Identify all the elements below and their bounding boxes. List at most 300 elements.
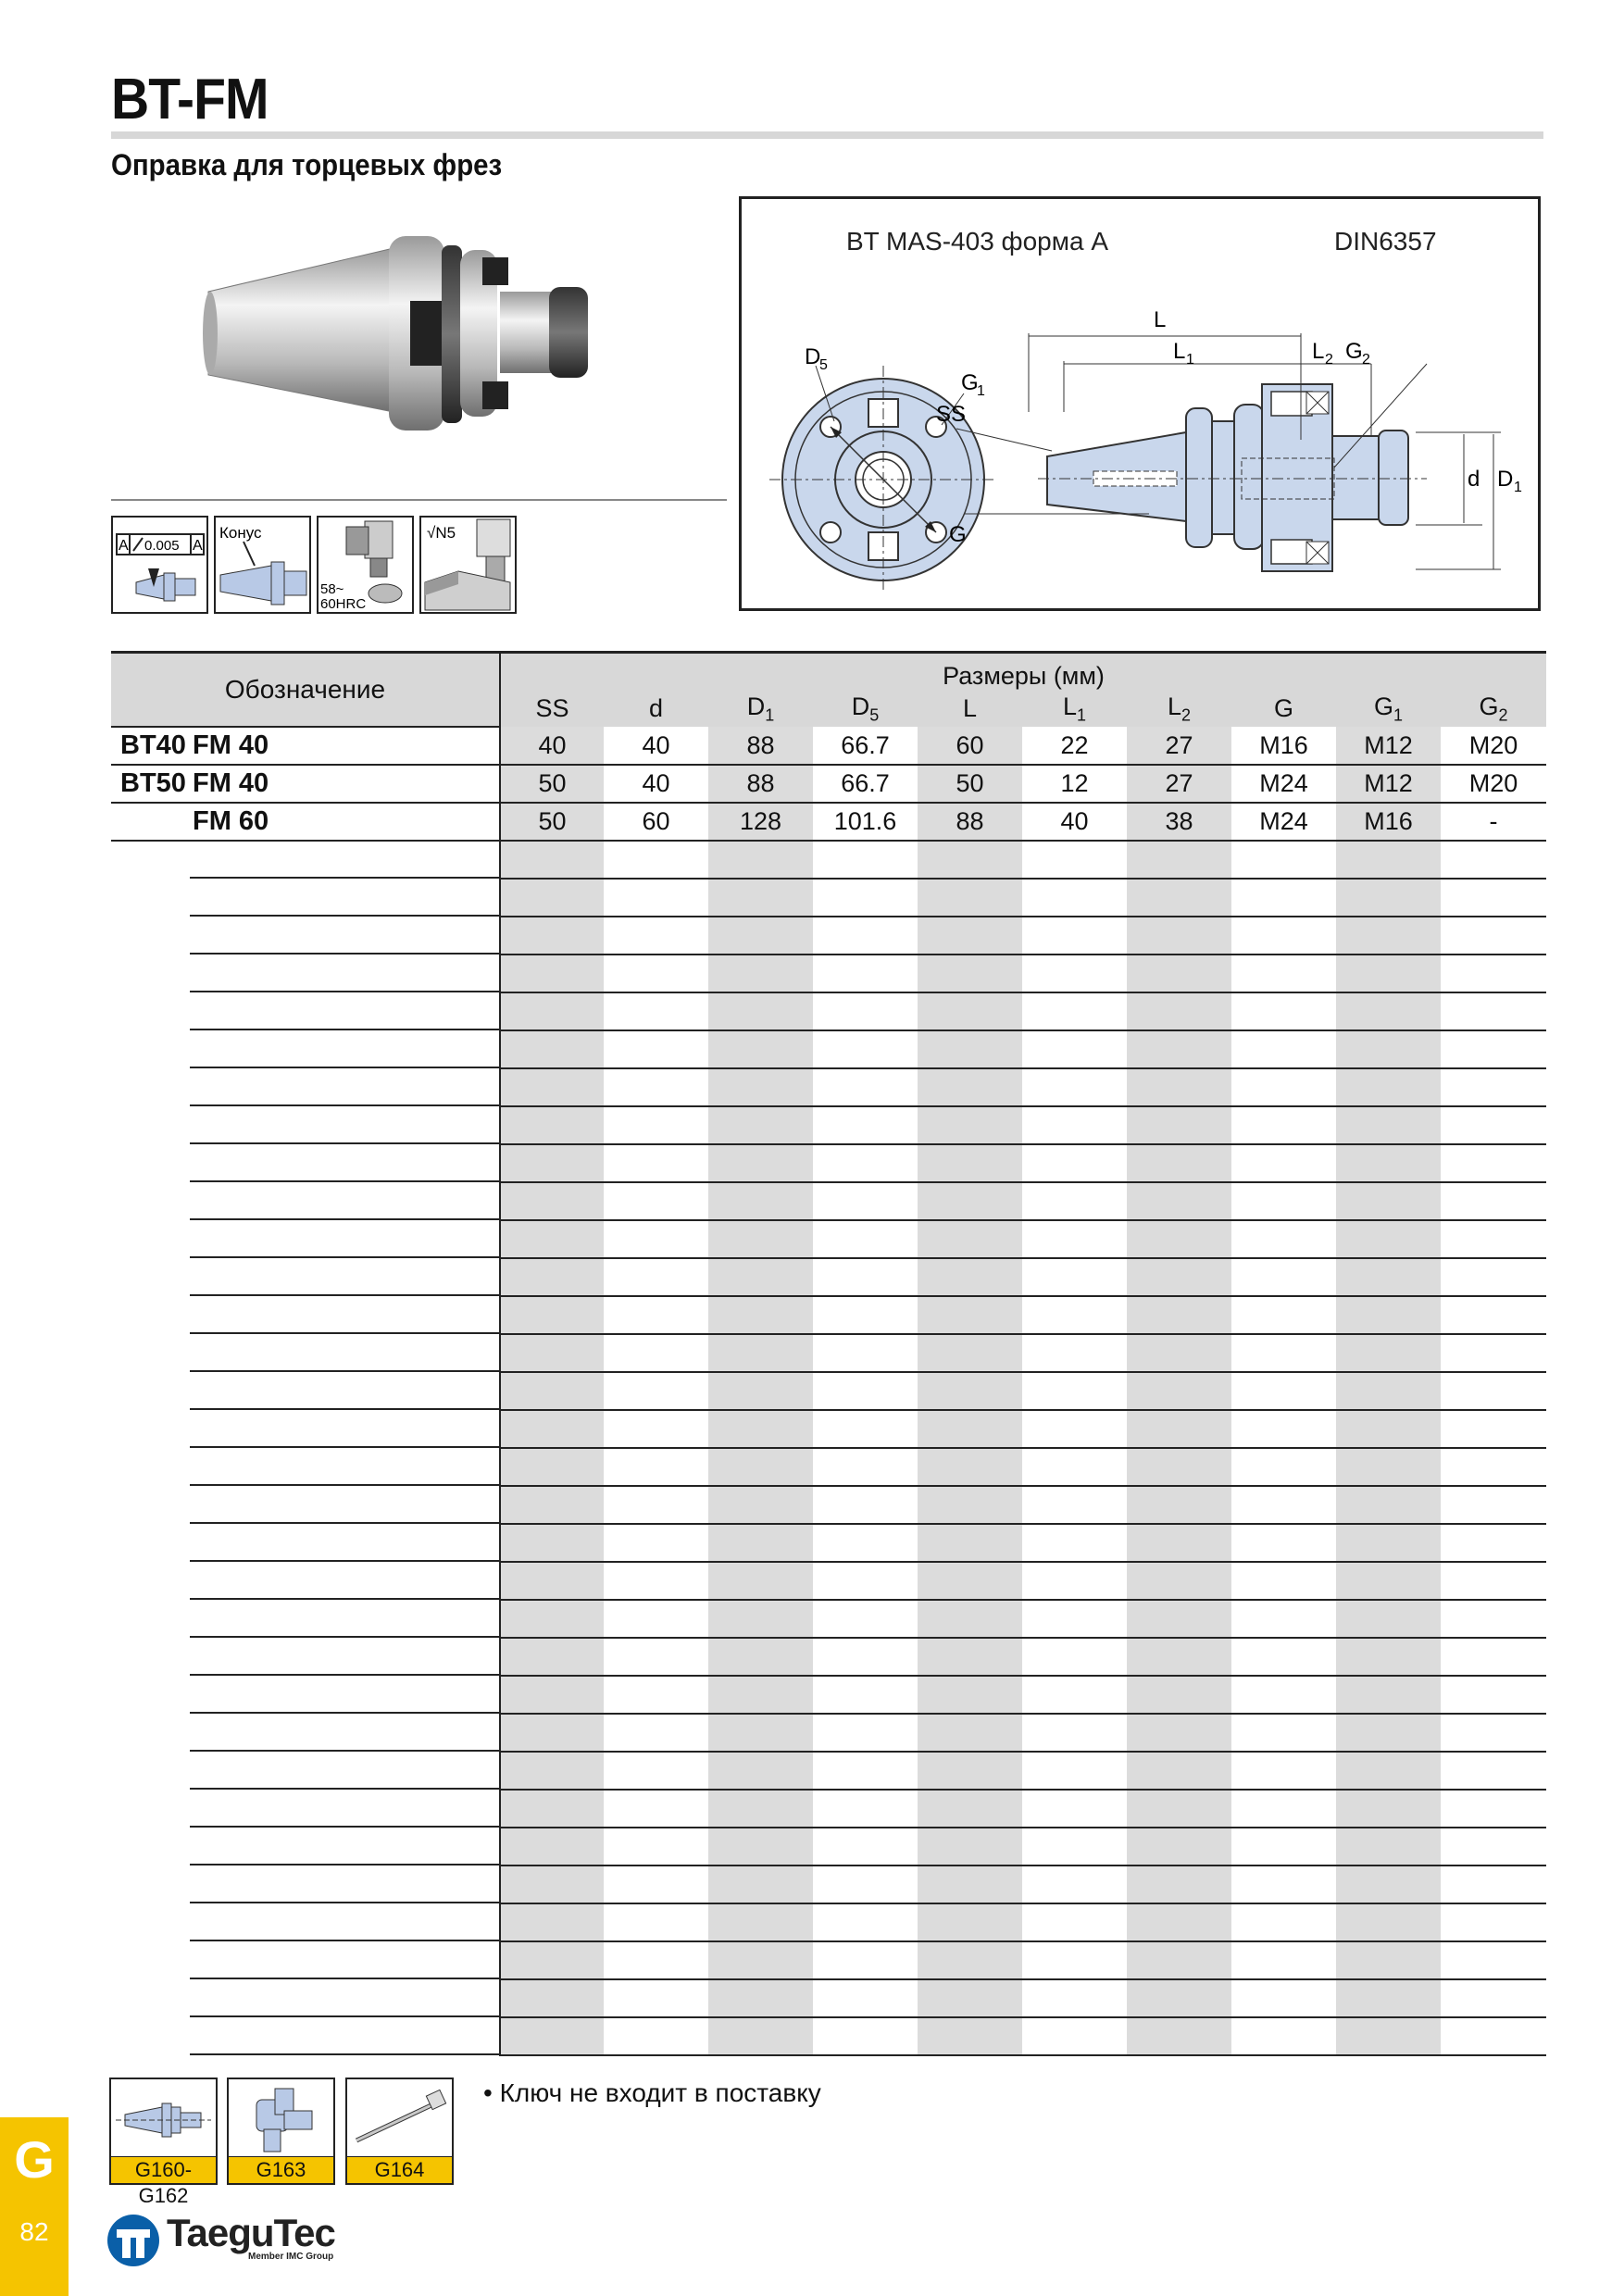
- surface-finish-icon: [419, 516, 517, 614]
- value-cell: [500, 841, 604, 879]
- value-cell: [708, 955, 813, 992]
- value-cell: [1441, 1220, 1546, 1258]
- value-cell: [1231, 1106, 1336, 1144]
- value-cell: [1441, 1372, 1546, 1410]
- value-cell: [1022, 1562, 1127, 1600]
- value-cell: [918, 1638, 1022, 1676]
- column-header-main: G: [1479, 692, 1499, 720]
- value-cell: [1231, 1220, 1336, 1258]
- label-l: L: [1154, 307, 1167, 332]
- value-cell: [1441, 2017, 1546, 2055]
- value-cell: [1336, 1106, 1441, 1144]
- value-cell: [1441, 841, 1546, 879]
- value-cell: [918, 1258, 1022, 1296]
- taper-label: Конус: [219, 524, 262, 542]
- brand-name: TaeguTec: [167, 2211, 335, 2254]
- value-cell: 66.7: [813, 765, 918, 803]
- value-cell: [1231, 1828, 1336, 1866]
- value-cell: [1127, 1866, 1231, 1903]
- value-cell: [500, 1941, 604, 1979]
- value-cell: [604, 1334, 708, 1372]
- value-cell: [708, 1600, 813, 1638]
- value-cell: [1022, 1410, 1127, 1448]
- value-cell: [1231, 2017, 1336, 2055]
- designation-cell: [111, 1752, 500, 1790]
- value-cell: [500, 1182, 604, 1220]
- column-header: [604, 691, 708, 727]
- value-cell: [708, 1638, 813, 1676]
- value-cell: 128: [708, 803, 813, 841]
- value-cell: [1022, 1030, 1127, 1068]
- designation-cell: [111, 1144, 500, 1182]
- designation-cell: [111, 1524, 500, 1562]
- value-cell: [708, 1144, 813, 1182]
- column-header: [500, 691, 604, 727]
- value-cell: [1441, 1182, 1546, 1220]
- runout-datum-a: A: [119, 538, 129, 554]
- clamping-fixture-icon: [229, 2079, 333, 2157]
- value-cell: [500, 1144, 604, 1182]
- value-cell: [813, 1714, 918, 1752]
- value-cell: 88: [708, 727, 813, 765]
- value-cell: [1336, 1068, 1441, 1106]
- value-cell: [604, 1600, 708, 1638]
- model-name: FM 40: [193, 730, 269, 760]
- value-cell: [1231, 1486, 1336, 1524]
- column-header-sub: 1: [1393, 705, 1404, 725]
- value-cell: [604, 1790, 708, 1828]
- column-header-sub: 1: [1077, 705, 1087, 725]
- value-cell: [1231, 1562, 1336, 1600]
- value-cell: 60: [918, 727, 1022, 765]
- value-cell: [813, 1562, 918, 1600]
- value-cell: [708, 1979, 813, 2017]
- value-cell: 50: [918, 765, 1022, 803]
- value-cell: [813, 1903, 918, 1941]
- value-cell: [604, 841, 708, 879]
- din-label: DIN6357: [1334, 227, 1437, 256]
- value-cell: [1336, 1486, 1441, 1524]
- value-cell: [813, 1144, 918, 1182]
- technical-drawing: [739, 196, 1541, 611]
- table-row: [111, 1524, 1546, 1562]
- value-cell: [1127, 1676, 1231, 1714]
- value-cell: [918, 1448, 1022, 1486]
- ref-label-g163: G163: [229, 2156, 333, 2183]
- value-cell: [708, 1903, 813, 1941]
- value-cell: [1441, 1296, 1546, 1334]
- value-cell: [918, 1828, 1022, 1866]
- value-cell: [1127, 1068, 1231, 1106]
- designation-cell: [111, 1410, 500, 1448]
- value-cell: 40: [500, 727, 604, 765]
- value-cell: [1231, 1979, 1336, 2017]
- table-row: [111, 1410, 1546, 1448]
- wrench-icon: [347, 2079, 452, 2157]
- value-cell: [1441, 1790, 1546, 1828]
- value-cell: [813, 992, 918, 1030]
- value-cell: [1336, 841, 1441, 879]
- value-cell: [500, 1410, 604, 1448]
- standard-label: BT MAS-403 форма A: [846, 227, 1109, 256]
- value-cell: [1336, 1600, 1441, 1638]
- value-cell: [708, 992, 813, 1030]
- value-cell: [1231, 1334, 1336, 1372]
- value-cell: [1127, 1296, 1231, 1334]
- value-cell: [708, 1296, 813, 1334]
- value-cell: [1231, 1182, 1336, 1220]
- value-cell: [604, 1296, 708, 1334]
- table-row: [111, 992, 1546, 1030]
- value-cell: [708, 1258, 813, 1296]
- value-cell: [708, 1941, 813, 1979]
- value-cell: 101.6: [813, 803, 918, 841]
- designation-cell: [111, 879, 500, 917]
- value-cell: 50: [500, 803, 604, 841]
- value-cell: 22: [1022, 727, 1127, 765]
- label-d5: D: [805, 344, 821, 369]
- value-cell: 60: [604, 803, 708, 841]
- surface-finish-label: √N5: [427, 524, 456, 542]
- value-cell: [604, 879, 708, 917]
- value-cell: [1127, 992, 1231, 1030]
- page-title: BT-FM: [111, 68, 269, 131]
- value-cell: [813, 917, 918, 955]
- value-cell: [918, 1562, 1022, 1600]
- value-cell: 50: [500, 765, 604, 803]
- value-cell: [1231, 1676, 1336, 1714]
- value-cell: [1231, 1258, 1336, 1296]
- value-cell: -: [1441, 803, 1546, 841]
- value-cell: [918, 841, 1022, 879]
- value-cell: [1127, 1410, 1231, 1448]
- value-cell: [813, 1372, 918, 1410]
- value-cell: [1336, 1638, 1441, 1676]
- column-header-sub: 5: [869, 705, 880, 725]
- value-cell: [708, 1106, 813, 1144]
- value-cell: [918, 1714, 1022, 1752]
- value-cell: [813, 1524, 918, 1562]
- designation-cell: [111, 1828, 500, 1866]
- designation-cell: [111, 1334, 500, 1372]
- value-cell: [500, 955, 604, 992]
- table-row: [111, 879, 1546, 917]
- hardness-label-2: 60HRC: [320, 596, 367, 612]
- table-row: [111, 1752, 1546, 1790]
- value-cell: [1127, 1448, 1231, 1486]
- label-l1-sub: 1: [1186, 352, 1194, 368]
- value-cell: [1336, 1144, 1441, 1182]
- value-cell: [604, 1524, 708, 1562]
- value-cell: [708, 1030, 813, 1068]
- value-cell: [1127, 1144, 1231, 1182]
- value-cell: [1231, 992, 1336, 1030]
- value-cell: [1231, 879, 1336, 917]
- value-cell: [1022, 1790, 1127, 1828]
- designation-cell: [111, 1790, 500, 1828]
- value-cell: [813, 879, 918, 917]
- value-cell: [1336, 1676, 1441, 1714]
- value-cell: [708, 1676, 813, 1714]
- value-cell: [1231, 841, 1336, 879]
- value-cell: [1231, 1030, 1336, 1068]
- designation-cell: [111, 917, 500, 955]
- value-cell: 88: [708, 765, 813, 803]
- value-cell: [1441, 1334, 1546, 1372]
- value-cell: [604, 992, 708, 1030]
- runout-tolerance: 0.005: [144, 538, 180, 554]
- value-cell: [1022, 2017, 1127, 2055]
- value-cell: [1127, 955, 1231, 992]
- value-cell: [813, 1296, 918, 1334]
- designation-cell: [111, 1562, 500, 1600]
- value-cell: [1022, 1144, 1127, 1182]
- value-cell: [708, 2017, 813, 2055]
- value-cell: [708, 1714, 813, 1752]
- value-cell: [1022, 992, 1127, 1030]
- value-cell: [1441, 1562, 1546, 1600]
- value-cell: [1231, 1068, 1336, 1106]
- value-cell: [500, 1752, 604, 1790]
- value-cell: [604, 1752, 708, 1790]
- value-cell: [813, 1866, 918, 1903]
- designation-cell: [111, 992, 500, 1030]
- value-cell: [1127, 1562, 1231, 1600]
- table-row: [111, 1714, 1546, 1752]
- value-cell: [1441, 1410, 1546, 1448]
- value-cell: [918, 992, 1022, 1030]
- brand-logo-mark: [106, 2213, 161, 2268]
- hardness-label-1: 58~: [320, 581, 344, 597]
- value-cell: [708, 1372, 813, 1410]
- value-cell: M16: [1336, 803, 1441, 841]
- value-cell: M12: [1336, 727, 1441, 765]
- value-cell: [1336, 1410, 1441, 1448]
- value-cell: [500, 1600, 604, 1638]
- value-cell: [708, 1182, 813, 1220]
- value-cell: [500, 1448, 604, 1486]
- value-cell: [1336, 879, 1441, 917]
- value-cell: [813, 1790, 918, 1828]
- table-row: [111, 1030, 1546, 1068]
- value-cell: [813, 1182, 918, 1220]
- value-cell: [500, 917, 604, 955]
- value-cell: [604, 1258, 708, 1296]
- value-cell: [813, 1752, 918, 1790]
- value-cell: [1336, 1866, 1441, 1903]
- designation-cell: [111, 1220, 500, 1258]
- value-cell: M20: [1441, 765, 1546, 803]
- value-cell: [813, 955, 918, 992]
- value-cell: [500, 1486, 604, 1524]
- value-cell: [604, 1866, 708, 1903]
- table-row: [111, 1144, 1546, 1182]
- label-g2: G: [1345, 339, 1363, 364]
- designation-cell: [111, 803, 500, 841]
- value-cell: [1441, 1941, 1546, 1979]
- value-cell: M12: [1336, 765, 1441, 803]
- model-name: FM 60: [193, 806, 269, 836]
- value-cell: [1231, 1296, 1336, 1334]
- value-cell: [918, 1144, 1022, 1182]
- label-l2: L: [1312, 339, 1325, 364]
- designation-cell: [111, 1903, 500, 1941]
- value-cell: [604, 1486, 708, 1524]
- value-cell: M20: [1441, 727, 1546, 765]
- value-cell: [604, 1676, 708, 1714]
- value-cell: [1231, 1903, 1336, 1941]
- product-photo: [199, 222, 616, 454]
- value-cell: [1022, 1676, 1127, 1714]
- value-cell: [1127, 1106, 1231, 1144]
- label-l2-sub: 2: [1325, 352, 1333, 368]
- designation-cell: [111, 955, 500, 992]
- value-cell: [1022, 1448, 1127, 1486]
- value-cell: [918, 1030, 1022, 1068]
- value-cell: [1231, 1866, 1336, 1903]
- value-cell: [500, 992, 604, 1030]
- label-d1-sub: 1: [1514, 480, 1522, 495]
- designation-cell: [111, 841, 500, 879]
- label-g1-sub: 1: [977, 383, 985, 399]
- label-g1: G: [961, 370, 979, 395]
- designation-cell: [111, 1638, 500, 1676]
- value-cell: [918, 1524, 1022, 1562]
- value-cell: [1127, 1524, 1231, 1562]
- table-row: [111, 1941, 1546, 1979]
- value-cell: [500, 1638, 604, 1676]
- value-cell: [500, 1524, 604, 1562]
- value-cell: [1022, 879, 1127, 917]
- value-cell: [1022, 1979, 1127, 2017]
- table-row: [111, 917, 1546, 955]
- value-cell: [918, 879, 1022, 917]
- value-cell: [1231, 1524, 1336, 1562]
- value-cell: [708, 1866, 813, 1903]
- label-d1: D: [1497, 467, 1514, 492]
- footnote: • Ключ не входит в поставку: [483, 2078, 821, 2107]
- value-cell: [918, 1182, 1022, 1220]
- value-cell: [1441, 1600, 1546, 1638]
- value-cell: [604, 1714, 708, 1752]
- value-cell: [1336, 1562, 1441, 1600]
- ref-wrench[interactable]: [345, 2078, 454, 2185]
- label-l1: L: [1173, 339, 1186, 364]
- designation-cell: [111, 1182, 500, 1220]
- value-cell: [604, 1144, 708, 1182]
- value-cell: [813, 1676, 918, 1714]
- designation-cell: [111, 1714, 500, 1752]
- value-cell: [1336, 1030, 1441, 1068]
- value-cell: [604, 1828, 708, 1866]
- value-cell: [604, 1220, 708, 1258]
- value-cell: [1336, 1524, 1441, 1562]
- value-cell: [1231, 1448, 1336, 1486]
- value-cell: [1231, 1790, 1336, 1828]
- value-cell: [813, 2017, 918, 2055]
- value-cell: [1231, 1714, 1336, 1752]
- value-cell: 88: [918, 803, 1022, 841]
- value-cell: [1336, 1182, 1441, 1220]
- table-row: [111, 1979, 1546, 2017]
- value-cell: [813, 841, 918, 879]
- value-cell: [1022, 1600, 1127, 1638]
- label-g2-sub: 2: [1362, 352, 1370, 368]
- value-cell: [1336, 1790, 1441, 1828]
- value-cell: [500, 1106, 604, 1144]
- value-cell: [1336, 1979, 1441, 2017]
- value-cell: 12: [1022, 765, 1127, 803]
- value-cell: [604, 1638, 708, 1676]
- value-cell: [604, 1030, 708, 1068]
- value-cell: [500, 1790, 604, 1828]
- value-cell: [1231, 955, 1336, 992]
- value-cell: [708, 1068, 813, 1106]
- page-subtitle: Оправка для торцевых фрез: [111, 148, 503, 181]
- value-cell: [1231, 1638, 1336, 1676]
- value-cell: [918, 917, 1022, 955]
- column-header-main: G: [1273, 694, 1293, 722]
- value-cell: [500, 879, 604, 917]
- value-cell: [604, 917, 708, 955]
- designation-cell: [111, 1866, 500, 1903]
- value-cell: [1441, 1486, 1546, 1524]
- value-cell: [500, 1258, 604, 1296]
- ref-clamping-fixture[interactable]: [227, 2078, 335, 2185]
- value-cell: [604, 1182, 708, 1220]
- value-cell: [500, 1334, 604, 1372]
- value-cell: [1336, 1903, 1441, 1941]
- column-header: [918, 691, 1022, 727]
- table-row: [111, 1562, 1546, 1600]
- ref-label-g160: G160-G162: [111, 2156, 216, 2183]
- ref-pull-stud[interactable]: [109, 2078, 218, 2207]
- value-cell: [1022, 1068, 1127, 1106]
- value-cell: [1022, 1258, 1127, 1296]
- value-cell: [918, 1866, 1022, 1903]
- value-cell: [1022, 1296, 1127, 1334]
- section-letter: G: [14, 2130, 55, 2189]
- column-header-main: L: [962, 694, 978, 722]
- value-cell: [1022, 1334, 1127, 1372]
- value-cell: [918, 1334, 1022, 1372]
- value-cell: [918, 1220, 1022, 1258]
- column-header-sub: 2: [1498, 705, 1508, 725]
- designation-cell: [111, 1448, 500, 1486]
- value-cell: [918, 1979, 1022, 2017]
- value-cell: [1231, 1752, 1336, 1790]
- drawing-canvas: [742, 199, 1538, 608]
- value-cell: [500, 1562, 604, 1600]
- value-cell: [918, 1941, 1022, 1979]
- table-row: [111, 1258, 1546, 1296]
- table-row: [111, 765, 1546, 803]
- label-ss: SS: [936, 402, 967, 427]
- value-cell: [1441, 917, 1546, 955]
- value-cell: [604, 1106, 708, 1144]
- value-cell: [1022, 841, 1127, 879]
- value-cell: [1022, 1941, 1127, 1979]
- value-cell: [1022, 1182, 1127, 1220]
- value-cell: [1441, 1866, 1546, 1903]
- hardness-icon: [317, 516, 414, 614]
- value-cell: [813, 1448, 918, 1486]
- value-cell: [1022, 1220, 1127, 1258]
- value-cell: [1441, 955, 1546, 992]
- value-cell: [1022, 1866, 1127, 1903]
- designation-cell: [111, 1676, 500, 1714]
- value-cell: [1441, 1068, 1546, 1106]
